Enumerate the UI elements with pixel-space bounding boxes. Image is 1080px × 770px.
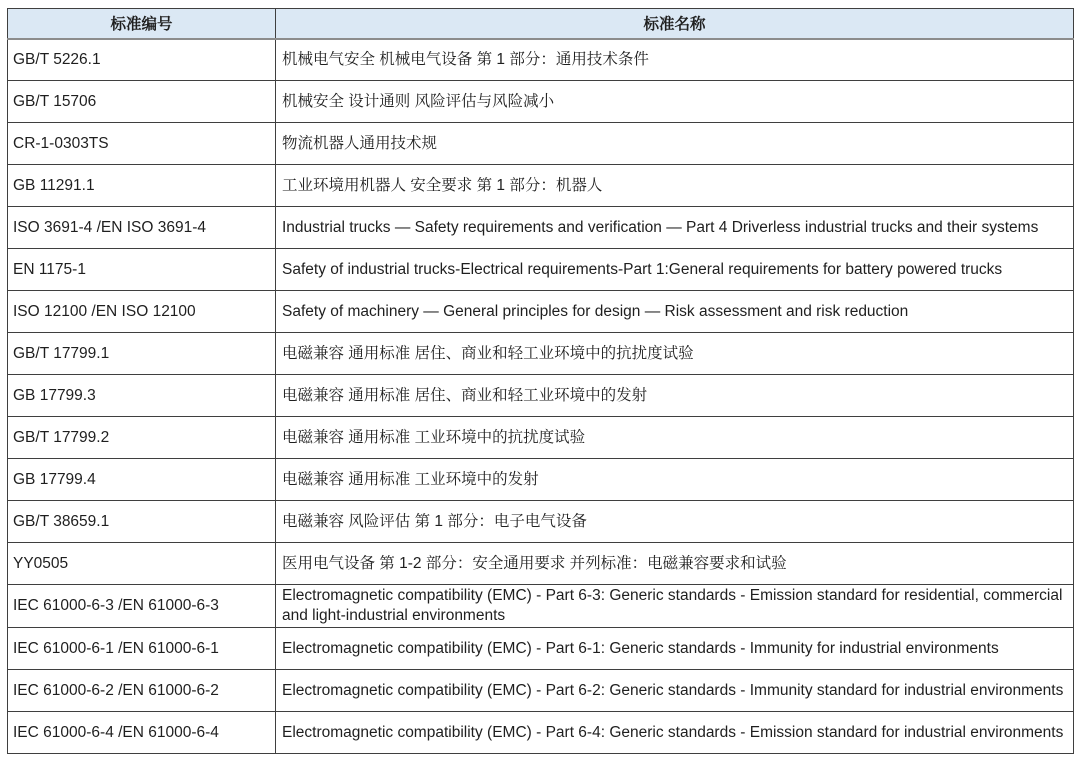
table-header	[8, 9, 1074, 39]
table-row	[8, 81, 1074, 123]
header-standard-name: 标准名称	[276, 9, 1074, 39]
table-row	[8, 333, 1074, 375]
standard-name-cell: 电磁兼容 通用标准 居住、商业和轻工业环境中的抗扰度试验	[276, 333, 1074, 375]
standard-code-cell: IEC 61000-6-4 /EN 61000-6-4	[8, 712, 276, 754]
standard-code-cell: GB 17799.3	[8, 375, 276, 417]
standards-table	[7, 8, 1074, 754]
standard-name-cell: 工业环境用机器人 安全要求 第 1 部分：机器人	[276, 165, 1074, 207]
table-row	[8, 291, 1074, 333]
standard-name-cell: 机械安全 设计通则 风险评估与风险减小	[276, 81, 1074, 123]
table-body	[8, 39, 1074, 754]
header-standard-code: 标准编号	[8, 9, 276, 39]
standard-name-cell: Electromagnetic compatibility (EMC) - Part 6-2: Generic standards - Immunity standard for industrial environments	[276, 670, 1074, 712]
table-row	[8, 459, 1074, 501]
standard-code-cell: IEC 61000-6-3 /EN 61000-6-3	[8, 585, 276, 628]
standard-code-cell: GB 17799.4	[8, 459, 276, 501]
standard-code-cell: ISO 12100 /EN ISO 12100	[8, 291, 276, 333]
table-row	[8, 249, 1074, 291]
standard-code-cell: YY0505	[8, 543, 276, 585]
table-row	[8, 123, 1074, 165]
table-row	[8, 543, 1074, 585]
standard-name-cell: 机械电气安全 机械电气设备 第 1 部分：通用技术条件	[276, 39, 1074, 81]
standard-name-cell: 电磁兼容 通用标准 居住、商业和轻工业环境中的发射	[276, 375, 1074, 417]
table-row	[8, 39, 1074, 81]
table-row	[8, 628, 1074, 670]
table-row	[8, 417, 1074, 459]
table-row	[8, 165, 1074, 207]
standard-name-cell: 电磁兼容 通用标准 工业环境中的抗扰度试验	[276, 417, 1074, 459]
standard-name-cell: Safety of machinery — General principles for design — Risk assessment and risk reduction	[276, 291, 1074, 333]
standard-name-cell: Electromagnetic compatibility (EMC) - Part 6-1: Generic standards - Immunity for industrial environments	[276, 628, 1074, 670]
standard-code-cell: ISO 3691-4 /EN ISO 3691-4	[8, 207, 276, 249]
standard-code-cell: GB/T 15706	[8, 81, 276, 123]
table-row	[8, 501, 1074, 543]
standard-code-cell: GB/T 5226.1	[8, 39, 276, 81]
standard-name-cell: Electromagnetic compatibility (EMC) - Part 6-3: Generic standards - Emission standard for residential, commercial and light-industrial environments	[276, 585, 1074, 628]
standard-code-cell: GB/T 17799.1	[8, 333, 276, 375]
header-row	[8, 9, 1074, 39]
standard-code-cell: GB 11291.1	[8, 165, 276, 207]
standard-name-cell: Safety of industrial trucks-Electrical requirements-Part 1:General requirements for battery powered trucks	[276, 249, 1074, 291]
standard-code-cell: IEC 61000-6-1 /EN 61000-6-1	[8, 628, 276, 670]
table-row	[8, 207, 1074, 249]
table-row	[8, 712, 1074, 754]
standard-name-cell: 医用电气设备 第 1-2 部分：安全通用要求 并列标准：电磁兼容要求和试验	[276, 543, 1074, 585]
standard-name-cell: 电磁兼容 通用标准 工业环境中的发射	[276, 459, 1074, 501]
table-row	[8, 375, 1074, 417]
standard-name-cell: 电磁兼容 风险评估 第 1 部分：电子电气设备	[276, 501, 1074, 543]
standard-code-cell: IEC 61000-6-2 /EN 61000-6-2	[8, 670, 276, 712]
standard-code-cell: GB/T 17799.2	[8, 417, 276, 459]
standard-code-cell: EN 1175-1	[8, 249, 276, 291]
standard-name-cell: 物流机器人通用技术规	[276, 123, 1074, 165]
standard-name-cell: Industrial trucks — Safety requirements and verification — Part 4 Driverless industrial trucks and their systems	[276, 207, 1074, 249]
table-row	[8, 585, 1074, 628]
standard-name-cell: Electromagnetic compatibility (EMC) - Part 6-4: Generic standards - Emission standard for industrial environments	[276, 712, 1074, 754]
standard-code-cell: GB/T 38659.1	[8, 501, 276, 543]
table-row	[8, 670, 1074, 712]
standard-code-cell: CR-1-0303TS	[8, 123, 276, 165]
